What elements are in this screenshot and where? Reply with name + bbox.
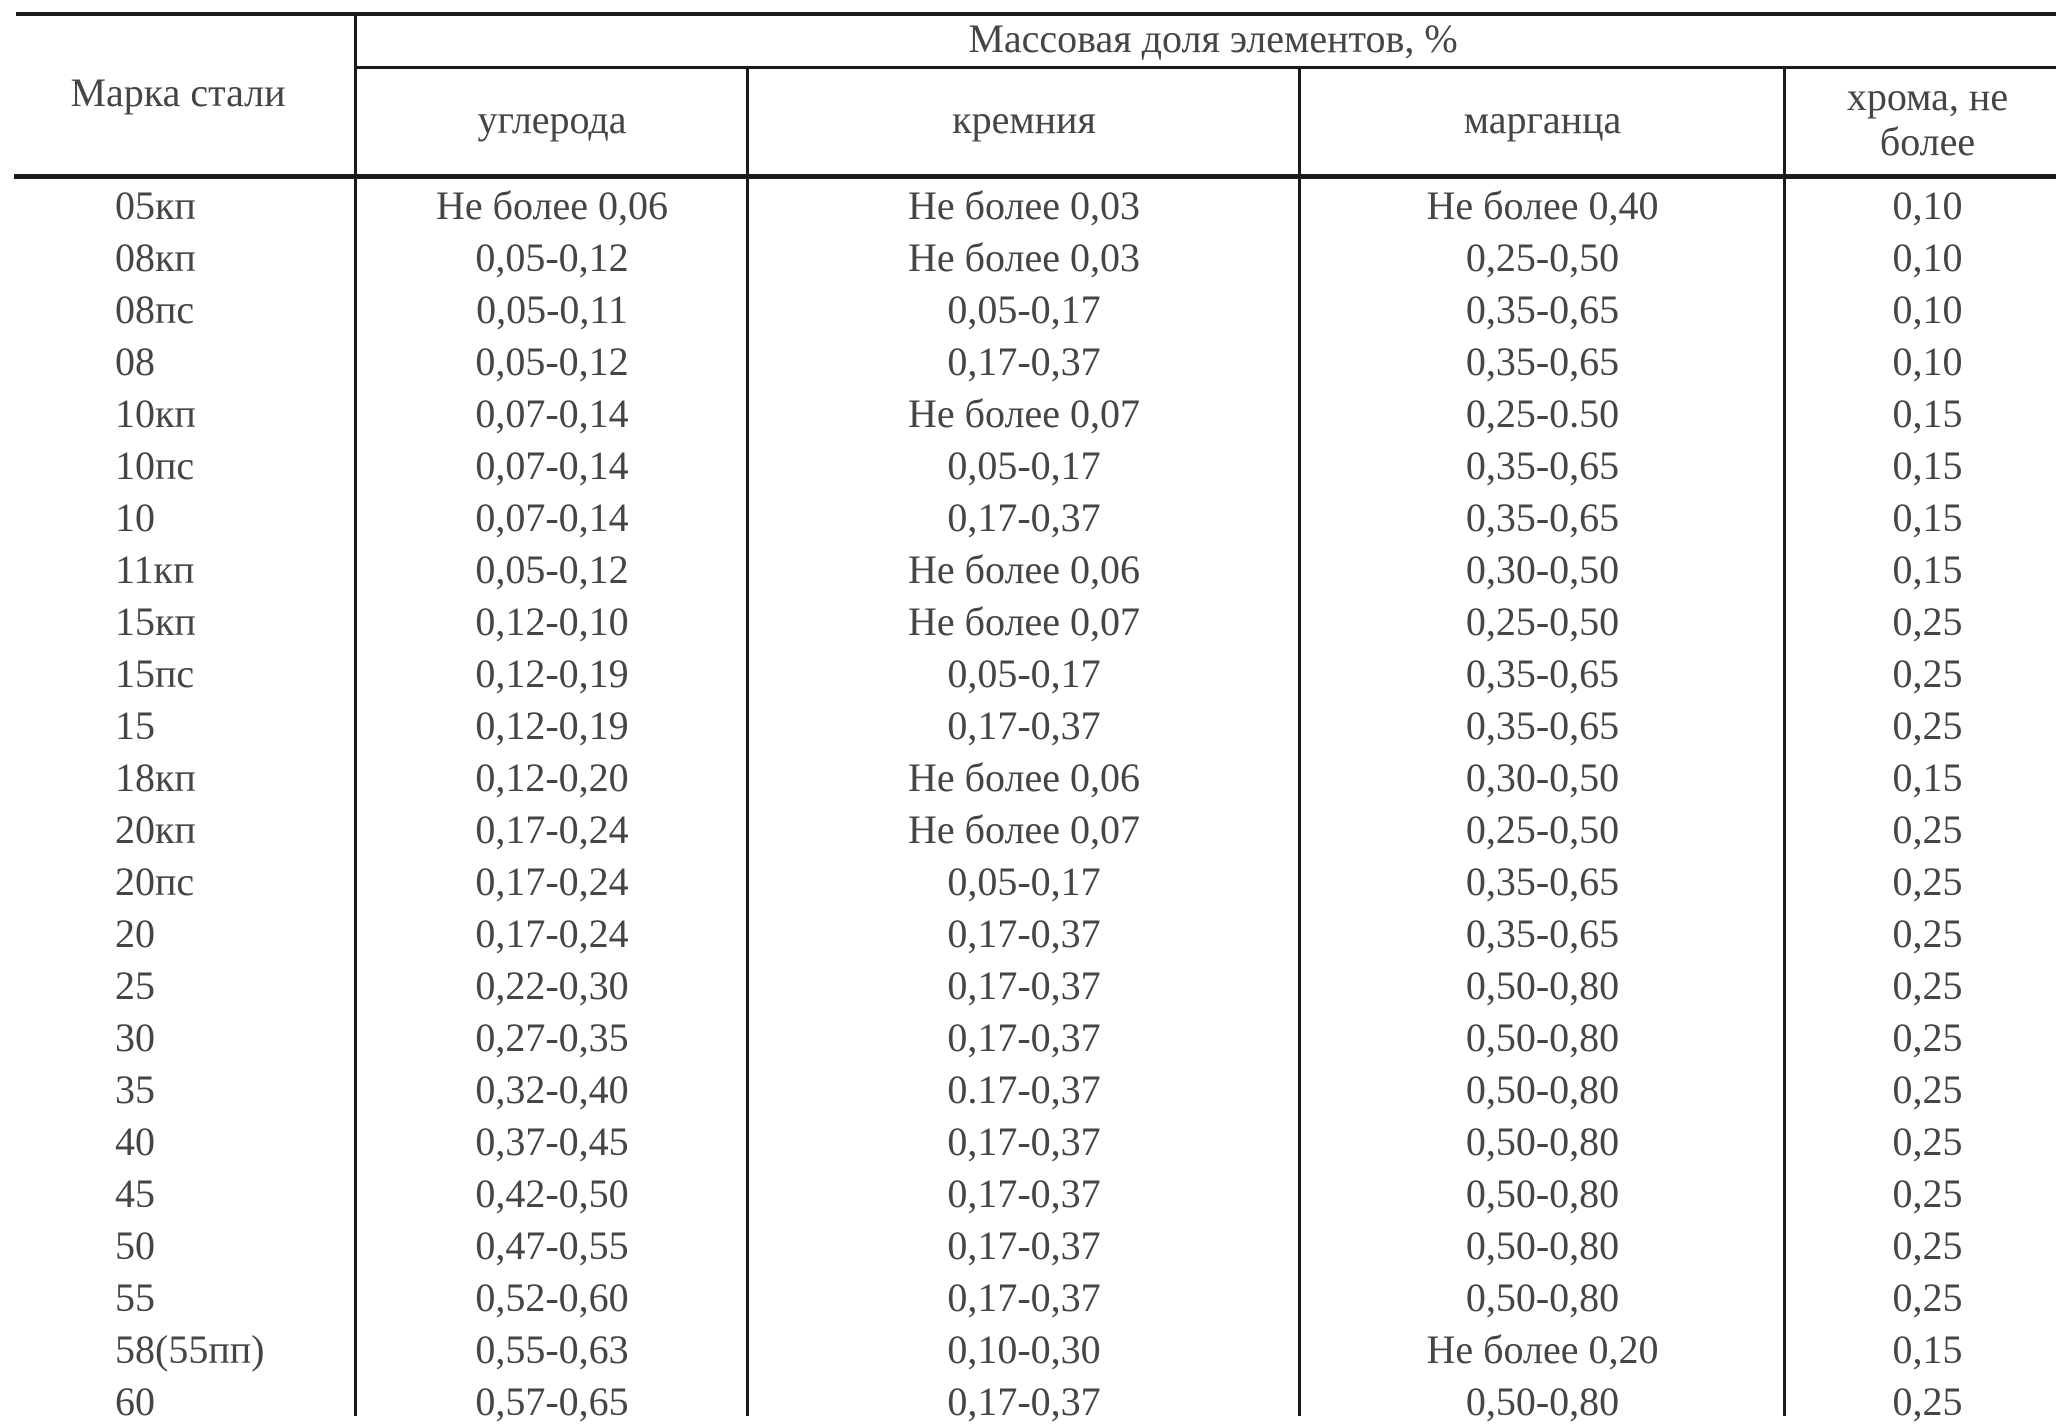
chromium-cell: 0,25 bbox=[1892, 1222, 1963, 1268]
manganese-cell: 0,50-0,80 bbox=[1465, 1378, 1620, 1424]
steel-grade-cell: 55 bbox=[115, 1274, 155, 1320]
table-row bbox=[0, 595, 2070, 647]
table-row bbox=[0, 751, 2070, 803]
chromium-header bbox=[1785, 66, 2070, 174]
chromium-cell: 0,25 bbox=[1892, 1378, 1963, 1424]
mass-fraction-group-header bbox=[356, 12, 2070, 66]
table-row bbox=[0, 699, 2070, 751]
carbon-cell: 0,05-0,12 bbox=[475, 234, 629, 280]
carbon-header-label: углерода bbox=[477, 96, 627, 142]
manganese-cell: 0,30-0,50 bbox=[1465, 754, 1620, 800]
table-row bbox=[0, 543, 2070, 595]
steel-grade-cell: 05кп bbox=[115, 182, 196, 228]
chromium-cell: 0,25 bbox=[1892, 650, 1963, 696]
table-row bbox=[0, 1115, 2070, 1167]
carbon-cell: 0,47-0,55 bbox=[475, 1222, 629, 1268]
silicon-cell: Не более 0,06 bbox=[908, 754, 1140, 800]
steel-grade-cell: 08кп bbox=[115, 234, 196, 280]
manganese-cell: 0,50-0,80 bbox=[1465, 1014, 1620, 1060]
carbon-cell: 0,12-0,19 bbox=[475, 650, 629, 696]
manganese-cell: 0,25-0,50 bbox=[1465, 806, 1620, 852]
carbon-header bbox=[356, 66, 748, 174]
steel-grade-cell: 15кп bbox=[115, 598, 196, 644]
chromium-cell: 0,10 bbox=[1892, 234, 1963, 280]
chromium-cell: 0,15 bbox=[1892, 546, 1963, 592]
carbon-cell: 0,17-0,24 bbox=[475, 858, 629, 904]
carbon-cell: 0,05-0,12 bbox=[475, 546, 629, 592]
silicon-header bbox=[748, 66, 1300, 174]
table-row bbox=[0, 439, 2070, 491]
manganese-cell: 0,35-0,65 bbox=[1465, 910, 1620, 956]
silicon-cell: Не более 0,03 bbox=[908, 182, 1140, 228]
table-row bbox=[0, 855, 2070, 907]
silicon-cell: 0,17-0,37 bbox=[947, 1274, 1101, 1320]
carbon-cell: 0,07-0,14 bbox=[475, 442, 629, 488]
table-row bbox=[0, 803, 2070, 855]
silicon-cell: Не более 0,07 bbox=[908, 806, 1140, 852]
table-row bbox=[0, 1271, 2070, 1323]
chromium-cell: 0,10 bbox=[1892, 286, 1963, 332]
table-row bbox=[0, 647, 2070, 699]
chromium-cell: 0,25 bbox=[1892, 1066, 1963, 1112]
table-row bbox=[0, 1323, 2070, 1375]
carbon-cell: 0,55-0,63 bbox=[475, 1326, 629, 1372]
manganese-cell: 0,30-0,50 bbox=[1465, 546, 1620, 592]
silicon-cell: 0,17-0,37 bbox=[947, 702, 1101, 748]
manganese-header bbox=[1300, 66, 1785, 174]
silicon-cell: 0,17-0,37 bbox=[947, 1014, 1101, 1060]
table-row bbox=[0, 1011, 2070, 1063]
carbon-cell: 0,17-0,24 bbox=[475, 806, 629, 852]
manganese-cell: 0,35-0,65 bbox=[1465, 702, 1620, 748]
chromium-cell: 0,15 bbox=[1892, 754, 1963, 800]
chromium-header-label: хрома, не более bbox=[1846, 74, 2009, 164]
table-row bbox=[0, 179, 2070, 231]
steel-grade-cell: 10кп bbox=[115, 390, 196, 436]
carbon-cell: 0,12-0,20 bbox=[475, 754, 629, 800]
steel-grade-cell: 40 bbox=[115, 1118, 155, 1164]
silicon-cell: 0,17-0,37 bbox=[947, 1222, 1101, 1268]
silicon-cell: 0,05-0,17 bbox=[947, 858, 1101, 904]
manganese-cell: Не более 0,20 bbox=[1426, 1326, 1659, 1372]
chromium-cell: 0,25 bbox=[1892, 806, 1963, 852]
steel-grade-cell: 10 bbox=[115, 494, 155, 540]
carbon-cell: 0,07-0,14 bbox=[475, 494, 629, 540]
carbon-cell: 0,05-0,12 bbox=[475, 338, 629, 384]
manganese-cell: 0,50-0,80 bbox=[1465, 1274, 1620, 1320]
chromium-cell: 0,10 bbox=[1892, 182, 1963, 228]
silicon-cell: 0,17-0,37 bbox=[947, 1378, 1101, 1424]
chromium-cell: 0,25 bbox=[1892, 1014, 1963, 1060]
manganese-cell: 0,50-0,80 bbox=[1465, 1170, 1620, 1216]
silicon-header-label: кремния bbox=[952, 96, 1096, 142]
steel-grade-cell: 60 bbox=[115, 1378, 155, 1424]
table-row bbox=[0, 335, 2070, 387]
steel-grade-cell: 35 bbox=[115, 1066, 155, 1112]
carbon-cell: 0,12-0,10 bbox=[475, 598, 629, 644]
table-row bbox=[0, 959, 2070, 1011]
steel-grade-cell: 30 bbox=[115, 1014, 155, 1060]
table-row bbox=[0, 387, 2070, 439]
carbon-cell: 0,17-0,24 bbox=[475, 910, 629, 956]
table-row bbox=[0, 1219, 2070, 1271]
silicon-cell: 0,05-0,17 bbox=[947, 650, 1101, 696]
chromium-cell: 0,25 bbox=[1892, 1274, 1963, 1320]
chromium-cell: 0,25 bbox=[1892, 962, 1963, 1008]
steel-grade-cell: 10пс bbox=[115, 442, 195, 488]
mass-fraction-group-label: Массовая доля элементов, % bbox=[968, 15, 1458, 61]
manganese-header-label: марганца bbox=[1463, 96, 1622, 142]
silicon-cell: 0,17-0,37 bbox=[947, 962, 1101, 1008]
manganese-cell: 0,50-0,80 bbox=[1465, 1118, 1620, 1164]
steel-grade-cell: 25 bbox=[115, 962, 155, 1008]
silicon-cell: Не более 0,07 bbox=[908, 390, 1140, 436]
table-row bbox=[0, 283, 2070, 335]
silicon-cell: 0,17-0,37 bbox=[947, 494, 1101, 540]
manganese-cell: 0,35-0,65 bbox=[1465, 442, 1620, 488]
silicon-cell: Не более 0,03 bbox=[908, 234, 1140, 280]
silicon-cell: 0,17-0,37 bbox=[947, 338, 1101, 384]
carbon-cell: 0,07-0,14 bbox=[475, 390, 629, 436]
manganese-cell: 0,25-0,50 bbox=[1465, 598, 1620, 644]
table-row bbox=[0, 1063, 2070, 1115]
chromium-cell: 0,25 bbox=[1892, 1118, 1963, 1164]
chromium-cell: 0,25 bbox=[1892, 858, 1963, 904]
silicon-cell: 0,05-0,17 bbox=[947, 442, 1101, 488]
carbon-cell: 0,52-0,60 bbox=[475, 1274, 629, 1320]
chromium-cell: 0,15 bbox=[1892, 1326, 1963, 1372]
manganese-cell: 0,50-0,80 bbox=[1465, 1222, 1620, 1268]
silicon-cell: Не более 0,06 bbox=[908, 546, 1140, 592]
chromium-cell: 0,25 bbox=[1892, 598, 1963, 644]
table-row bbox=[0, 1375, 2070, 1427]
steel-grade-cell: 20 bbox=[115, 910, 155, 956]
chromium-cell: 0,25 bbox=[1892, 1170, 1963, 1216]
carbon-cell: 0,37-0,45 bbox=[475, 1118, 629, 1164]
carbon-cell: 0,22-0,30 bbox=[475, 962, 629, 1008]
carbon-cell: 0,27-0,35 bbox=[475, 1014, 629, 1060]
carbon-cell: 0,12-0,19 bbox=[475, 702, 629, 748]
silicon-cell: 0,17-0,37 bbox=[947, 1170, 1101, 1216]
chromium-cell: 0,15 bbox=[1892, 442, 1963, 488]
manganese-cell: 0,35-0,65 bbox=[1465, 494, 1620, 540]
manganese-cell: 0,50-0,80 bbox=[1465, 1066, 1620, 1112]
manganese-cell: Не более 0,40 bbox=[1426, 182, 1659, 228]
carbon-cell: Не более 0,06 bbox=[436, 182, 668, 228]
manganese-cell: 0,35-0,65 bbox=[1465, 650, 1620, 696]
steel-grade-cell: 45 bbox=[115, 1170, 155, 1216]
silicon-cell: Не более 0,07 bbox=[908, 598, 1140, 644]
manganese-cell: 0,35-0,65 bbox=[1465, 286, 1620, 332]
chromium-cell: 0,25 bbox=[1892, 910, 1963, 956]
table-row bbox=[0, 231, 2070, 283]
chromium-cell: 0,15 bbox=[1892, 390, 1963, 436]
manganese-cell: 0,50-0,80 bbox=[1465, 962, 1620, 1008]
chromium-cell: 0,25 bbox=[1892, 702, 1963, 748]
steel-grade-header-label: Марка стали bbox=[70, 69, 286, 115]
manganese-cell: 0,25-0.50 bbox=[1465, 390, 1620, 436]
steel-grade-cell: 11кп bbox=[115, 546, 195, 592]
carbon-cell: 0,42-0,50 bbox=[475, 1170, 629, 1216]
carbon-cell: 0,32-0,40 bbox=[475, 1066, 629, 1112]
table-row bbox=[0, 1167, 2070, 1219]
steel-grade-cell: 08 bbox=[115, 338, 155, 384]
table-row bbox=[0, 491, 2070, 543]
steel-grade-cell: 15пс bbox=[115, 650, 195, 696]
steel-grade-cell: 50 bbox=[115, 1222, 155, 1268]
steel-grade-cell: 18кп bbox=[115, 754, 196, 800]
steel-grade-cell: 15 bbox=[115, 702, 155, 748]
carbon-cell: 0,05-0,11 bbox=[476, 286, 628, 332]
table-row bbox=[0, 907, 2070, 959]
chromium-cell: 0,15 bbox=[1892, 494, 1963, 540]
steel-grade-header bbox=[0, 12, 356, 174]
silicon-cell: 0,10-0,30 bbox=[947, 1326, 1101, 1372]
steel-grade-cell: 20кп bbox=[115, 806, 196, 852]
carbon-cell: 0,57-0,65 bbox=[475, 1378, 629, 1424]
steel-grade-cell: 58(55пп) bbox=[115, 1326, 265, 1372]
manganese-cell: 0,35-0,65 bbox=[1465, 338, 1620, 384]
steel-grade-cell: 20пс bbox=[115, 858, 195, 904]
silicon-cell: 0.17-0,37 bbox=[947, 1066, 1101, 1112]
table-body bbox=[0, 179, 2070, 1427]
steel-grade-cell: 08пс bbox=[115, 286, 195, 332]
silicon-cell: 0,05-0,17 bbox=[947, 286, 1101, 332]
manganese-cell: 0,35-0,65 bbox=[1465, 858, 1620, 904]
chromium-cell: 0,10 bbox=[1892, 338, 1963, 384]
silicon-cell: 0,17-0,37 bbox=[947, 1118, 1101, 1164]
manganese-cell: 0,25-0,50 bbox=[1465, 234, 1620, 280]
silicon-cell: 0,17-0,37 bbox=[947, 910, 1101, 956]
